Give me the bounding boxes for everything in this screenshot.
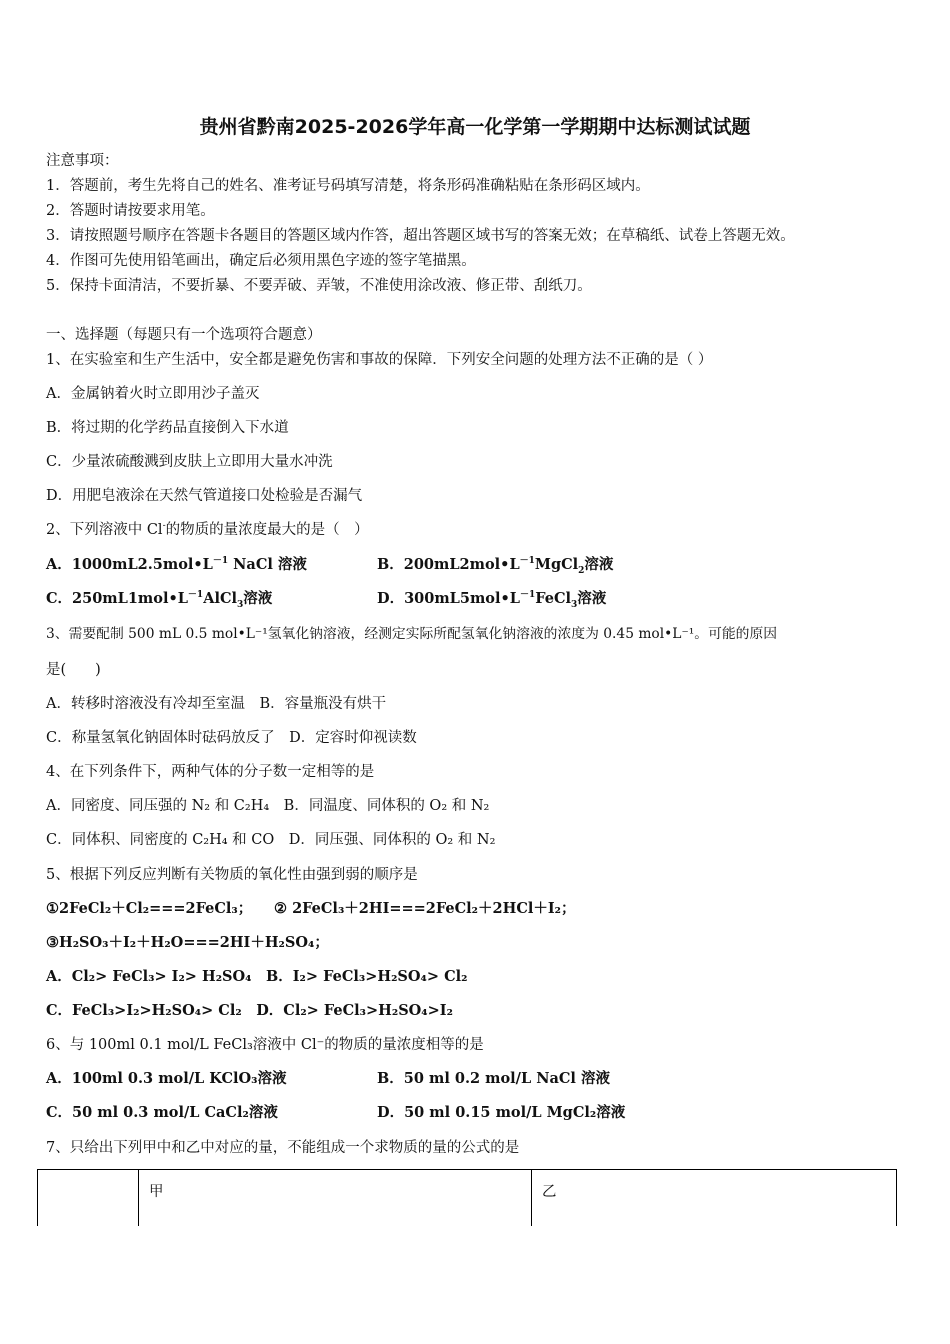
question-2-stem: 2、下列溶液中 Cl-的物质的量浓度最大的是（ ）: [46, 521, 369, 538]
page-title: 贵州省黔南2025-2026学年高一化学第一学期期中达标测试试题: [199, 116, 751, 138]
question-2-option-d: D．$300mL5mol•L^{-1}FeCl_3$溶液: [377, 590, 607, 610]
question-5-reactions: ①2FeCl₂＋Cl₂===2FeCl₃； ② 2FeCl₃＋2HI===2FeCl₂＋2HCl＋I₂；: [46, 900, 576, 917]
question-6-option-c: C．50 ml 0.3 mol/L CaCl₂溶液: [46, 1104, 278, 1121]
notice-item: 5．保持卡面清洁，不要折暴、不要弄破、弄皱，不准使用涂改液、修正带、刮纸刀。: [46, 278, 592, 294]
question-5-reaction-3: ③H₂SO₃＋I₂＋H₂O===2HI＋H₂SO₄；: [46, 934, 329, 951]
question-6-option-d: D．50 ml 0.15 mol/L MgCl₂溶液: [377, 1104, 626, 1121]
notice-item: 3．请按照题号顺序在答题卡各题目的答题区域内作答，超出答题区域书写的答案无效；在草稿纸、试卷上答题无效。: [46, 228, 795, 244]
question-7-table: [37, 1169, 897, 1226]
question-3-options-cd: C．称量氢氧化钠固体时砝码放反了 D．定容时仰视读数: [46, 730, 417, 746]
question-5-options-cd: C．FeCl₃>I₂>H₂SO₄> Cl₂ D．Cl₂> FeCl₃>H₂SO₄>I₂: [46, 1002, 453, 1019]
notice-item: 4．作图可先使用铅笔画出，确定后必须用黑色字迹的签字笔描黑。: [46, 253, 476, 269]
question-1-option-a: A．金属钠着火时立即用沙子盖灭: [46, 386, 260, 402]
table-cell: [38, 1170, 139, 1227]
question-5-options-ab: A．Cl₂> FeCl₃> I₂> H₂SO₄ B．I₂> FeCl₃>H₂SO₄> Cl₂: [46, 968, 468, 985]
question-1-stem: 1、在实验室和生产生活中，安全都是避免伤害和事故的保障．下列安全问题的处理方法不正确的是（ ）: [46, 352, 713, 368]
question-6-stem: 6、与 100ml 0.1 mol/L FeCl₃溶液中 Cl⁻的物质的量浓度相等的是: [46, 1037, 484, 1053]
table-header-jia: 甲: [139, 1170, 532, 1227]
question-1-option-d: D．用肥皂液涂在天然气管道接口处检验是否漏气: [46, 488, 363, 504]
question-7-stem: 7、只给出下列甲中和乙中对应的量，不能组成一个求物质的量的公式的是: [46, 1140, 520, 1156]
question-6-option-a: A．100ml 0.3 mol/L KClO₃溶液: [46, 1070, 287, 1087]
notice-heading: 注意事项：: [46, 153, 119, 169]
notice-item: 2．答题时请按要求用笔。: [46, 203, 215, 219]
question-2-option-a: A．$1000mL2.5mol•L^{-1}$ NaCl 溶液: [46, 556, 307, 573]
question-1-option-b: B．将过期的化学药品直接倒入下水道: [46, 420, 289, 436]
notice-item: 1．答题前，考生先将自己的姓名、准考证号码填写清楚，将条形码准确粘贴在条形码区域内。: [46, 178, 650, 194]
question-2-option-b: B．$200mL2mol•L^{-1}MgCl_2$溶液: [377, 556, 614, 576]
question-1-option-c: C．少量浓硫酸溅到皮肤上立即用大量水冲洗: [46, 454, 333, 470]
table-header-yi: 乙: [532, 1170, 897, 1227]
question-4-options-ab: A．同密度、同压强的 N₂ 和 C₂H₄ B．同温度、同体积的 O₂ 和 N₂: [46, 798, 490, 814]
section-heading: 一、选择题（每题只有一个选项符合题意）: [46, 327, 322, 343]
question-4-options-cd: C．同体积、同密度的 C₂H₄ 和 CO D．同压强、同体积的 O₂ 和 N₂: [46, 832, 496, 848]
table-row: [38, 1170, 897, 1227]
question-5-stem: 5、根据下列反应判断有关物质的氧化性由强到弱的顺序是: [46, 867, 418, 883]
question-4-stem: 4、在下列条件下，两种气体的分子数一定相等的是: [46, 764, 375, 780]
question-3-options-ab: A．转移时溶液没有冷却至室温 B．容量瓶没有烘干: [46, 696, 387, 712]
question-2-option-c: C．$250mL1mol•L^{-1}AlCl_3$溶液: [46, 590, 273, 610]
question-6-option-b: B．50 ml 0.2 mol/L NaCl 溶液: [377, 1070, 610, 1087]
question-3-stem-cont: 是( ): [46, 662, 101, 678]
question-3-stem: 3、需要配制 500 mL 0.5 mol•L⁻¹氢氧化钠溶液，经测定实际所配氢氧化钠溶液的浓度为 0.45 mol•L⁻¹。可能的原因: [46, 626, 778, 642]
